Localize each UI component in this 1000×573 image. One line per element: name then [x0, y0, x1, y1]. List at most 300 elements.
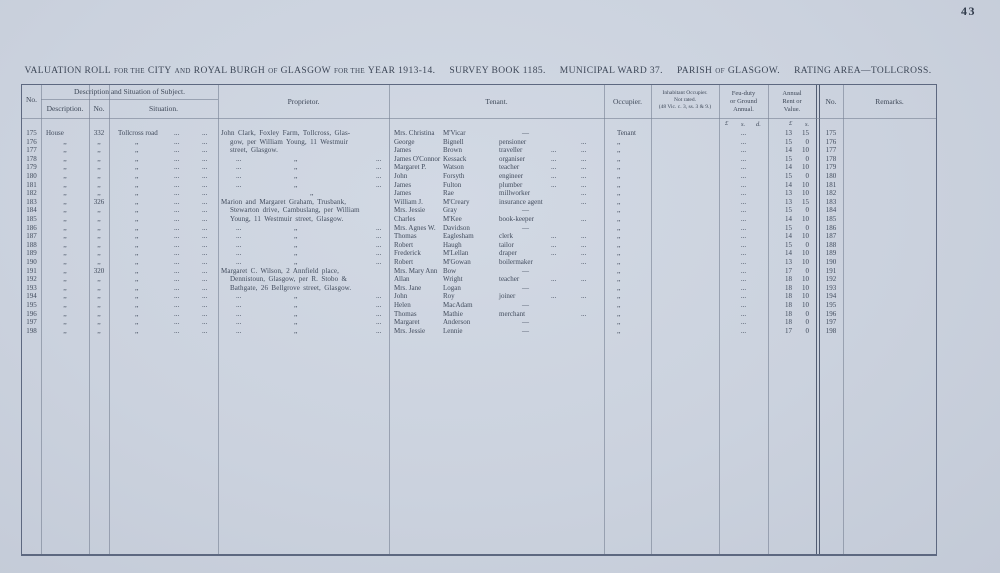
cell-feu-duty: ...	[740, 232, 747, 241]
tenant-dots: ...	[581, 215, 587, 223]
feu-currency-pound: £	[725, 120, 729, 127]
situation-dots: ...	[202, 318, 208, 327]
situation-value: ,,	[135, 163, 139, 172]
cell-proprietor	[218, 172, 389, 181]
cell-description	[41, 206, 89, 215]
cell-occupier	[604, 146, 651, 155]
situation-dots: ...	[174, 206, 180, 215]
situation-dots: ...	[202, 197, 208, 206]
tenant-surname: Kessack	[443, 154, 467, 163]
cell-situation	[109, 258, 218, 267]
cell-annual-rent	[768, 215, 816, 224]
rent-pounds: 15	[785, 223, 792, 232]
cell-occupier	[604, 224, 651, 233]
cell-entry-no: 190	[26, 258, 37, 266]
situation-dots: ...	[174, 275, 180, 284]
cell-entry-no: 175	[26, 129, 37, 137]
cell-tenant	[389, 232, 604, 241]
tenant-occupation: millworker	[499, 189, 531, 198]
annual-currency-pound: £	[789, 120, 793, 127]
situation-value: ,,	[135, 275, 139, 284]
cell-description	[41, 232, 89, 241]
rent-shillings: 10	[802, 215, 809, 223]
cell-proprietor	[218, 215, 389, 224]
tenant-surname: Watson	[443, 163, 464, 172]
proprietor-dots: ...	[376, 318, 382, 327]
situation-value: ,,	[135, 206, 139, 215]
situation-dots: ...	[202, 154, 208, 163]
situation-dots: ...	[174, 172, 180, 180]
proprietor-dots: ...	[376, 163, 382, 172]
table-row	[22, 292, 936, 301]
proprietor-dots: ...	[376, 223, 382, 232]
cell-occupier	[604, 310, 651, 319]
occupier-value: ,,	[617, 163, 621, 172]
cell-tenant	[389, 138, 604, 147]
rent-shillings: 0	[805, 326, 809, 335]
rent-pounds: 18	[785, 283, 792, 292]
cell-remarks	[843, 249, 936, 258]
cell-tenant	[389, 155, 604, 164]
cell-feu-duty: ...	[740, 197, 747, 206]
cell-proprietor	[218, 198, 389, 207]
cell-entry-no-right: 184	[825, 206, 837, 215]
situation-dots: ...	[174, 266, 180, 275]
tenant-forename: Charles	[394, 215, 416, 223]
cell-feu-duty: ...	[740, 189, 747, 198]
rent-shillings: 10	[802, 232, 809, 241]
rent-shillings: 0	[805, 223, 809, 232]
description-value: ,,	[63, 258, 67, 266]
cell-entry-no: 195	[26, 301, 37, 309]
title-segment: OF	[715, 67, 725, 75]
occupier-value: ,,	[617, 283, 621, 292]
rent-pounds: 14	[785, 249, 792, 258]
situation-value: ,,	[135, 232, 139, 241]
rent-shillings: 15	[802, 129, 809, 137]
rent-shillings: 0	[805, 309, 809, 318]
table-row	[22, 163, 936, 172]
tenant-forename: Robert	[394, 258, 414, 266]
cell-street-no: ,,	[97, 146, 101, 155]
cell-occupier	[604, 292, 651, 301]
tenant-dots: ...	[581, 137, 587, 146]
cell-street-no: 320	[93, 266, 105, 275]
cell-proprietor	[218, 224, 389, 233]
table-row	[22, 258, 936, 267]
tenant-occupation: clerk	[499, 232, 513, 241]
cell-entry-no-right: 198	[825, 326, 837, 335]
proprietor-ditto: ,,	[294, 154, 298, 163]
description-value: ,,	[63, 232, 67, 241]
description-value: ,,	[63, 197, 67, 206]
rent-pounds: 14	[785, 163, 792, 172]
situation-dots: ...	[202, 172, 208, 180]
cell-remarks	[843, 232, 936, 241]
tenant-occupation: teacher	[499, 163, 520, 172]
rent-pounds: 17	[785, 266, 792, 275]
header-bottom-rule	[22, 118, 936, 119]
proprietor-text: gow, per William Young, 11 Westmuir	[230, 137, 349, 146]
cell-description	[41, 292, 89, 301]
cell-situation	[109, 284, 218, 293]
rent-shillings: 0	[805, 266, 809, 275]
table-row	[22, 318, 936, 327]
cell-remarks	[843, 181, 936, 190]
proprietor-dots: ...	[236, 180, 242, 189]
description-value: ,,	[63, 266, 67, 275]
feu-currency-d: d.	[756, 121, 761, 128]
cell-feu-duty: ...	[740, 292, 747, 301]
table-row	[22, 232, 936, 241]
cell-situation	[109, 146, 218, 155]
description-value: ,,	[63, 137, 67, 146]
situation-value: ,,	[135, 292, 139, 301]
description-value: ,,	[63, 318, 67, 327]
header-situation: Situation.	[149, 104, 178, 113]
rent-shillings: 0	[805, 154, 809, 163]
cell-annual-rent	[768, 310, 816, 319]
cell-proprietor	[218, 275, 389, 284]
cell-occupier	[604, 275, 651, 284]
cell-proprietor	[218, 310, 389, 319]
cell-occupier	[604, 327, 651, 336]
cell-description	[41, 301, 89, 310]
rent-pounds: 18	[785, 318, 792, 327]
title-segment: MUNICIPAL WARD 37.	[559, 66, 663, 76]
page-number: 43	[961, 4, 976, 18]
cell-entry-no: 194	[26, 292, 37, 301]
cell-entry-no: 193	[26, 283, 37, 292]
header-inhabitant-line2: Not rated.	[674, 97, 696, 104]
cell-situation	[109, 318, 218, 327]
occupier-value: ,,	[617, 146, 621, 155]
proprietor-text: Margaret C. Wilson, 2 Annfield place,	[221, 266, 339, 275]
tenant-occupation: book-keeper	[499, 215, 534, 223]
rent-pounds: 13	[785, 258, 792, 266]
cell-proprietor	[218, 301, 389, 310]
cell-street-no: 332	[93, 129, 105, 137]
tenant-occupation-blank: —	[522, 223, 529, 232]
table-row	[22, 146, 936, 155]
cell-feu-duty: ...	[740, 258, 747, 266]
feu-currency-s: s.	[741, 121, 746, 128]
tenant-dots: ...	[581, 189, 587, 198]
situation-value: ,,	[135, 309, 139, 318]
cell-occupier	[604, 301, 651, 310]
cell-annual-rent	[768, 275, 816, 284]
situation-dots: ...	[174, 283, 180, 292]
rent-pounds: 13	[785, 197, 792, 206]
tenant-surname: Rae	[443, 189, 454, 198]
tenant-forename: James	[394, 189, 412, 198]
cell-street-no: ,,	[97, 232, 101, 241]
tenant-forename: Mrs. Agnes W.	[394, 223, 436, 232]
tenant-surname: Gray	[443, 206, 457, 215]
cell-street-no: 326	[93, 197, 105, 206]
rent-pounds: 13	[785, 189, 792, 198]
cell-entry-no: 188	[26, 240, 37, 249]
group-header-rule	[41, 99, 218, 100]
cell-entry-no-right: 180	[825, 172, 837, 180]
cell-description	[41, 327, 89, 336]
title-segment: RATING AREA—TOLLCROSS.	[794, 66, 932, 76]
cell-feu-duty: ...	[740, 129, 747, 137]
occupier-value: ,,	[617, 180, 621, 189]
tenant-forename: Margaret	[394, 318, 420, 327]
cell-tenant	[389, 292, 604, 301]
rent-pounds: 14	[785, 146, 792, 155]
tenant-dots: ...	[551, 249, 557, 258]
proprietor-dots: ...	[236, 309, 242, 318]
rent-pounds: 18	[785, 292, 792, 301]
cell-street-no: ,,	[97, 163, 101, 172]
proprietor-dots: ...	[376, 309, 382, 318]
header-occupier: Occupier.	[613, 97, 642, 106]
cell-description	[41, 275, 89, 284]
annual-currency-s: s.	[805, 121, 810, 128]
cell-tenant	[389, 198, 604, 207]
rent-pounds: 15	[785, 172, 792, 180]
table-row	[22, 301, 936, 310]
cell-situation	[109, 301, 218, 310]
cell-proprietor	[218, 241, 389, 250]
description-value: ,,	[63, 180, 67, 189]
cell-situation	[109, 267, 218, 276]
cell-annual-rent	[768, 318, 816, 327]
cell-annual-rent	[768, 284, 816, 293]
cell-entry-no-right: 186	[825, 223, 837, 232]
cell-street-no: ,,	[97, 309, 101, 318]
situation-dots: ...	[174, 249, 180, 258]
tenant-surname: Roy	[443, 292, 455, 301]
cell-street-no: ,,	[97, 215, 101, 223]
tenant-forename: George	[394, 137, 415, 146]
rent-pounds: 15	[785, 240, 792, 249]
cell-tenant	[389, 215, 604, 224]
situation-value: ,,	[135, 258, 139, 266]
cell-feu-duty: ...	[740, 137, 747, 146]
tenant-occupation-blank: —	[522, 283, 529, 292]
cell-annual-rent	[768, 155, 816, 164]
cell-occupier	[604, 232, 651, 241]
table-row	[22, 189, 936, 198]
cell-street-no: ,,	[97, 258, 101, 266]
cell-entry-no-right: 193	[825, 283, 837, 292]
title-segment: CITY	[147, 66, 172, 76]
cell-tenant	[389, 163, 604, 172]
rent-shillings: 10	[802, 163, 809, 172]
description-value: House	[46, 129, 64, 137]
cell-feu-duty: ...	[740, 223, 747, 232]
situation-dots: ...	[202, 309, 208, 318]
situation-dots: ...	[202, 301, 208, 309]
tenant-forename: Allan	[394, 275, 410, 284]
description-value: ,,	[63, 189, 67, 198]
cell-entry-no-right: 189	[825, 249, 837, 258]
tenant-dots: ...	[551, 292, 557, 301]
tenant-surname: Bignell	[443, 137, 464, 146]
cell-proprietor	[218, 155, 389, 164]
rent-shillings: 0	[805, 137, 809, 146]
tenant-forename: James O'Connor	[394, 154, 441, 163]
proprietor-dots: ...	[236, 223, 242, 232]
cell-feu-duty: ...	[740, 266, 747, 275]
situation-value: ,,	[135, 326, 139, 335]
situation-dots: ...	[174, 129, 180, 137]
cell-proprietor	[218, 138, 389, 147]
header-annual-rent	[768, 90, 816, 114]
rent-pounds: 15	[785, 154, 792, 163]
header-annual-line2: Rent or	[782, 98, 802, 106]
table-row	[22, 138, 936, 147]
cell-occupier	[604, 155, 651, 164]
cell-remarks	[843, 327, 936, 336]
cell-entry-no: 176	[26, 137, 37, 146]
cell-feu-duty: ...	[740, 206, 747, 215]
title-segment: FOR THE	[113, 67, 145, 75]
situation-value: ,,	[135, 146, 139, 155]
tenant-dots: ...	[581, 172, 587, 180]
proprietor-text: Stewarton drive, Cambuslang, per William	[230, 206, 360, 215]
cell-remarks	[843, 189, 936, 198]
header-inhabitant-line3: (48 Vic. c. 3, ss. 3 & 9.)	[658, 104, 712, 111]
cell-street-no: ,,	[97, 301, 101, 309]
situation-dots: ...	[174, 240, 180, 249]
cell-tenant	[389, 275, 604, 284]
cell-annual-rent	[768, 301, 816, 310]
tenant-occupation: teacher	[499, 275, 520, 284]
proprietor-ditto: ,,	[294, 240, 298, 249]
description-value: ,,	[63, 309, 67, 318]
situation-dots: ...	[202, 249, 208, 258]
header-no: No.	[25, 95, 38, 104]
situation-dots: ...	[202, 180, 208, 189]
cell-tenant	[389, 129, 604, 138]
tenant-occupation: engineer	[499, 172, 524, 180]
cell-entry-no-right: 195	[825, 301, 837, 309]
description-value: ,,	[63, 292, 67, 301]
proprietor-dots: ...	[376, 232, 382, 241]
cell-entry-no: 192	[26, 275, 37, 284]
cell-street-no: ,,	[97, 154, 101, 163]
cell-description	[41, 189, 89, 198]
description-value: ,,	[63, 163, 67, 172]
proprietor-dots: ...	[376, 172, 382, 180]
cell-entry-no: 186	[26, 223, 37, 232]
description-value: ,,	[63, 249, 67, 258]
cell-annual-rent	[768, 163, 816, 172]
cell-entry-no-right: 191	[825, 266, 837, 275]
cell-street-no: ,,	[97, 172, 101, 180]
rent-shillings: 10	[802, 180, 809, 189]
cell-street-no: ,,	[97, 326, 101, 335]
cell-situation	[109, 189, 218, 198]
situation-dots: ...	[202, 275, 208, 284]
tenant-occupation-blank: —	[522, 301, 529, 309]
tenant-dots: ...	[581, 197, 587, 206]
tenant-dots: ...	[581, 275, 587, 284]
situation-dots: ...	[202, 258, 208, 266]
cell-situation	[109, 198, 218, 207]
table-row	[22, 310, 936, 319]
cell-remarks	[843, 155, 936, 164]
cell-street-no: ,,	[97, 137, 101, 146]
occupier-value: ,,	[617, 154, 621, 163]
cell-remarks	[843, 224, 936, 233]
proprietor-dots: ...	[236, 240, 242, 249]
occupier-value: ,,	[617, 309, 621, 318]
situation-value: ,,	[135, 240, 139, 249]
cell-entry-no-right: 192	[825, 275, 837, 284]
header-feu-duty	[719, 90, 768, 114]
cell-tenant	[389, 318, 604, 327]
title-segment: PARISH	[676, 66, 713, 76]
proprietor-dots: ...	[236, 318, 242, 327]
cell-annual-rent	[768, 138, 816, 147]
situation-value: Tollcross road	[118, 129, 158, 137]
cell-annual-rent	[768, 172, 816, 181]
cell-annual-rent	[768, 129, 816, 138]
situation-dots: ...	[174, 189, 180, 198]
tenant-forename: Margaret P.	[394, 163, 427, 172]
proprietor-dots: ...	[236, 172, 242, 180]
cell-description	[41, 172, 89, 181]
cell-feu-duty: ...	[740, 318, 747, 327]
cell-proprietor	[218, 189, 389, 198]
cell-entry-no: 179	[26, 163, 37, 172]
tenant-dots: ...	[551, 172, 557, 180]
situation-dots: ...	[174, 318, 180, 327]
cell-remarks	[843, 318, 936, 327]
tenant-surname: Haugh	[443, 240, 462, 249]
cell-feu-duty: ...	[740, 146, 747, 155]
proprietor-dots: ...	[376, 154, 382, 163]
cell-proprietor	[218, 292, 389, 301]
cell-entry-no: 177	[26, 146, 37, 155]
cell-proprietor	[218, 181, 389, 190]
tenant-dots: ...	[581, 309, 587, 318]
proprietor-dots: ...	[376, 180, 382, 189]
tenant-forename: Thomas	[394, 232, 417, 241]
cell-remarks	[843, 129, 936, 138]
rent-shillings: 10	[802, 301, 809, 309]
situation-dots: ...	[202, 129, 208, 137]
situation-dots: ...	[202, 292, 208, 301]
rent-shillings: 0	[805, 206, 809, 215]
tenant-occupation: insurance agent	[499, 197, 543, 206]
tenant-forename: Frederick	[394, 249, 421, 258]
proprietor-dots: ...	[236, 154, 242, 163]
situation-value: ,,	[135, 189, 139, 198]
proprietor-ditto: ,,	[294, 163, 298, 172]
tenant-dots: ...	[581, 154, 587, 163]
cell-occupier	[604, 267, 651, 276]
cell-situation	[109, 224, 218, 233]
cell-annual-rent	[768, 292, 816, 301]
tenant-occupation-blank: —	[522, 206, 529, 215]
tenant-occupation: pensioner	[499, 137, 527, 146]
cell-annual-rent	[768, 198, 816, 207]
cell-feu-duty: ...	[740, 275, 747, 284]
tenant-forename: James	[394, 180, 412, 189]
occupier-value: ,,	[617, 223, 621, 232]
situation-dots: ...	[202, 283, 208, 292]
occupier-value: ,,	[617, 258, 621, 266]
tenant-dots: ...	[581, 180, 587, 189]
title-segment: SURVEY BOOK 1185.	[449, 66, 546, 76]
cell-remarks	[843, 206, 936, 215]
